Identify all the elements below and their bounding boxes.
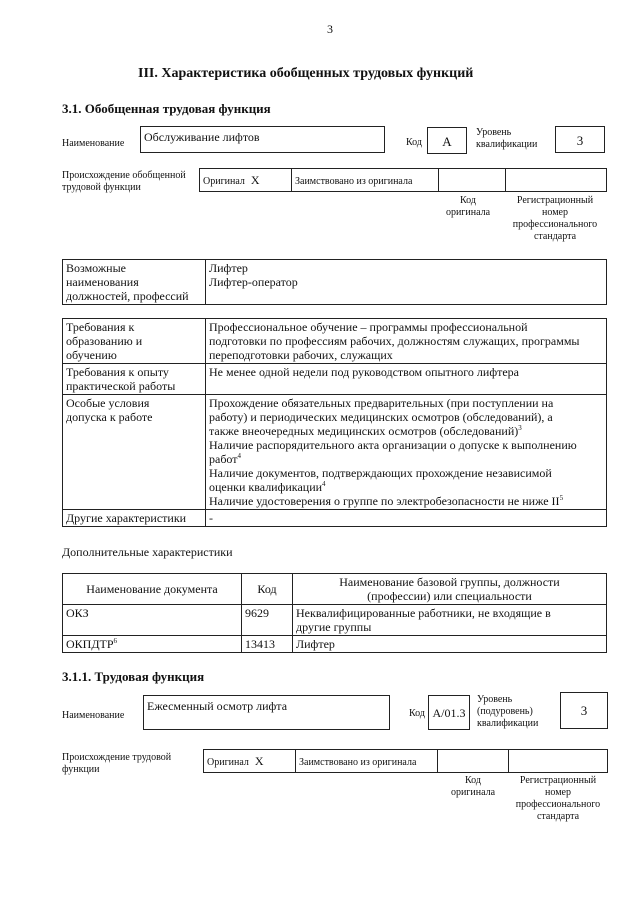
footnote-ref-3: 3 xyxy=(518,424,522,432)
special-line-1: Прохождение обязательных предварительных (при поступлении на xyxy=(209,396,554,410)
footnote-ref-4b: 4 xyxy=(322,480,326,488)
gtf-heading: 3.1. Обобщенная трудовая функция xyxy=(62,101,271,116)
gtf-reg-number-caption-1: Регистрационный xyxy=(516,195,594,206)
education-value-cell xyxy=(206,319,607,364)
tf-code-original-caption-2: оригинала xyxy=(450,787,496,798)
positions-label-2: наименования xyxy=(66,275,139,289)
gtf-reg-number-caption-2: номер xyxy=(542,207,568,218)
experience-value-cell xyxy=(206,364,607,395)
special-line-7 xyxy=(209,480,603,494)
special-line-5-text: работ xyxy=(209,452,238,466)
gtf-name-label: Наименование xyxy=(62,138,125,149)
tf-heading: 3.1.1. Трудовая функция xyxy=(62,669,205,684)
special-line-4: Наличие распорядительного акта организации о допуске к выполнению xyxy=(209,438,577,452)
footnote-ref-5: 5 xyxy=(559,494,564,502)
gtf-name-value: Обслуживание лифтов xyxy=(144,130,260,144)
col-group-header-1: Наименование базовой группы, должности xyxy=(339,575,560,589)
other-value-cell xyxy=(206,510,607,527)
additional-table xyxy=(62,573,607,653)
positions-value-1: Лифтер xyxy=(209,261,248,275)
special-line-8-text: Наличие удостоверения о группе по электробезопасности не ниже II xyxy=(209,494,560,508)
row-name-1: Неквалифицированные работники, не входящие в xyxy=(296,606,551,620)
education-label-3: обучению xyxy=(66,348,117,362)
row-code: 13413 xyxy=(242,636,293,653)
experience-label-1: Требования к опыту xyxy=(66,365,169,379)
gtf-reg-number-caption xyxy=(503,195,607,243)
tf-code-value: А/01.3 xyxy=(432,706,466,720)
gtf-code-original-caption xyxy=(436,195,500,219)
gtf-origin-label-2: трудовой функции xyxy=(62,182,141,193)
gtf-origin-table xyxy=(199,168,607,192)
col-doc-header: Наименование документа xyxy=(63,574,242,605)
gtf-code-field xyxy=(427,127,467,154)
special-conditions-row xyxy=(63,395,607,510)
col-code-header: Код xyxy=(242,574,293,605)
other-value: - xyxy=(209,511,213,525)
page-number: 3 xyxy=(327,22,333,36)
education-value-2: подготовки по профессиям рабочих, должностям служащих, программы xyxy=(209,334,580,348)
positions-value-2: Лифтер-оператор xyxy=(209,275,298,289)
special-line-7-text: оценки квалификации xyxy=(209,480,323,494)
special-value-cell xyxy=(206,395,607,510)
education-label-2: образованию и xyxy=(66,334,143,348)
special-line-5 xyxy=(209,452,603,466)
row-code: 9629 xyxy=(242,605,293,636)
positions-value-cell xyxy=(206,260,607,305)
row-name xyxy=(293,636,607,653)
tf-reg-number-caption-3: профессионального xyxy=(515,799,601,810)
gtf-reg-number-caption-3: профессионального xyxy=(512,219,598,230)
row-doc-text: ОКПДТР xyxy=(66,637,114,651)
tf-code-label: Код xyxy=(409,708,425,719)
education-row xyxy=(63,319,607,364)
gtf-name-field xyxy=(140,126,385,153)
education-label-1: Требования к xyxy=(66,320,135,334)
gtf-code-original-caption-1: Код xyxy=(460,195,476,206)
tf-origin-label-2: функции xyxy=(62,764,100,775)
requirements-table xyxy=(62,318,607,527)
tf-reg-number-caption-4: стандарта xyxy=(536,811,580,822)
experience-value: Не менее одной недели под руководством опытного лифтера xyxy=(209,365,519,379)
tf-level-field xyxy=(560,692,608,729)
gtf-origin-label-1: Происхождение обобщенной xyxy=(62,170,186,181)
tf-level-label-2: (подуровень) xyxy=(477,706,533,717)
experience-label-cell xyxy=(63,364,206,395)
special-label-cell xyxy=(63,395,206,510)
row-doc xyxy=(63,605,242,636)
gtf-level-value: 3 xyxy=(576,133,584,148)
tf-original-cell xyxy=(204,750,296,773)
tf-borrowed-cell xyxy=(296,750,438,773)
tf-original-label: Оригинал xyxy=(207,756,249,768)
tf-code-original-cell xyxy=(438,750,509,773)
tf-code-original-caption-1: Код xyxy=(465,775,481,786)
row-doc xyxy=(63,636,242,653)
tf-code-original-caption xyxy=(440,775,506,799)
education-label-cell xyxy=(63,319,206,364)
gtf-borrowed-label: Заимствовано из оригинала xyxy=(295,175,413,187)
special-line-6: Наличие документов, подтверждающих прохождение независимой xyxy=(209,466,552,480)
table-row xyxy=(63,605,607,636)
positions-label-3: должностей, профессий xyxy=(66,289,189,303)
experience-label-2: практической работы xyxy=(66,379,176,393)
other-label-cell xyxy=(63,510,206,527)
row-name xyxy=(293,605,607,636)
tf-name-value: Ежесменный осмотр лифта xyxy=(147,699,288,713)
tf-code-field xyxy=(428,695,470,730)
gtf-borrowed-cell xyxy=(292,169,439,192)
tf-level-label-3: квалификации xyxy=(477,718,539,729)
section-title: III. Характеристика обобщенных трудовых функций xyxy=(138,66,474,81)
row-name-2: другие группы xyxy=(296,620,372,634)
tf-reg-number-caption-1: Регистрационный xyxy=(519,775,597,786)
tf-reg-number-caption xyxy=(506,775,610,823)
gtf-reg-number-cell xyxy=(506,169,607,192)
special-line-2: работу) и периодических медицинских осмотров (обследований), а xyxy=(209,410,553,424)
gtf-level-field xyxy=(555,126,605,153)
gtf-original-label: Оригинал xyxy=(203,175,245,187)
education-value-3: переподготовки рабочих, служащих xyxy=(209,348,393,362)
tf-origin-table xyxy=(203,749,608,773)
other-row xyxy=(63,510,607,527)
tf-borrowed-label: Заимствовано из оригинала xyxy=(299,756,417,768)
gtf-level-label-2: квалификации xyxy=(476,139,538,150)
row-doc-text: ОКЗ xyxy=(66,606,89,620)
footnote-ref-4a: 4 xyxy=(237,452,242,460)
gtf-code-label: Код xyxy=(406,137,422,148)
positions-label-1: Возможные xyxy=(66,261,126,275)
tf-reg-number-cell xyxy=(509,750,608,773)
col-group-header xyxy=(293,574,607,605)
table-row xyxy=(63,636,607,653)
row-doc-sup: 6 xyxy=(113,637,118,645)
positions-table xyxy=(62,259,607,305)
special-label-2: допуска к работе xyxy=(66,410,153,424)
other-label: Другие характеристики xyxy=(66,511,187,525)
experience-row xyxy=(63,364,607,395)
gtf-level-label-1: Уровень xyxy=(476,127,512,138)
special-line-8 xyxy=(209,494,603,508)
tf-level-label-1: Уровень xyxy=(477,694,513,705)
gtf-reg-number-caption-4: стандарта xyxy=(533,231,577,242)
special-label-1: Особые условия xyxy=(66,396,150,410)
row-name-1: Лифтер xyxy=(296,637,335,651)
tf-original-mark: X xyxy=(254,753,264,768)
gtf-code-value: А xyxy=(442,134,452,149)
tf-origin-label-1: Происхождение трудовой xyxy=(62,752,172,763)
tf-reg-number-caption-2: номер xyxy=(545,787,571,798)
tf-name-field xyxy=(143,695,390,730)
col-group-header-2: (профессии) или специальности xyxy=(367,589,532,603)
positions-label-cell xyxy=(63,260,206,305)
gtf-code-original-cell xyxy=(439,169,506,192)
education-value-1: Профессиональное обучение – программы профессиональной xyxy=(209,320,528,334)
special-line-3 xyxy=(209,424,603,438)
tf-level-value: 3 xyxy=(580,703,588,718)
additional-header-row xyxy=(63,574,607,605)
gtf-original-mark: X xyxy=(250,172,260,187)
gtf-code-original-caption-2: оригинала xyxy=(445,207,491,218)
additional-heading: Дополнительные характеристики xyxy=(62,545,233,559)
gtf-original-cell xyxy=(200,169,292,192)
tf-name-label: Наименование xyxy=(62,710,125,721)
special-line-3-text: также внеочередных медицинских осмотров (обследований) xyxy=(209,424,519,438)
